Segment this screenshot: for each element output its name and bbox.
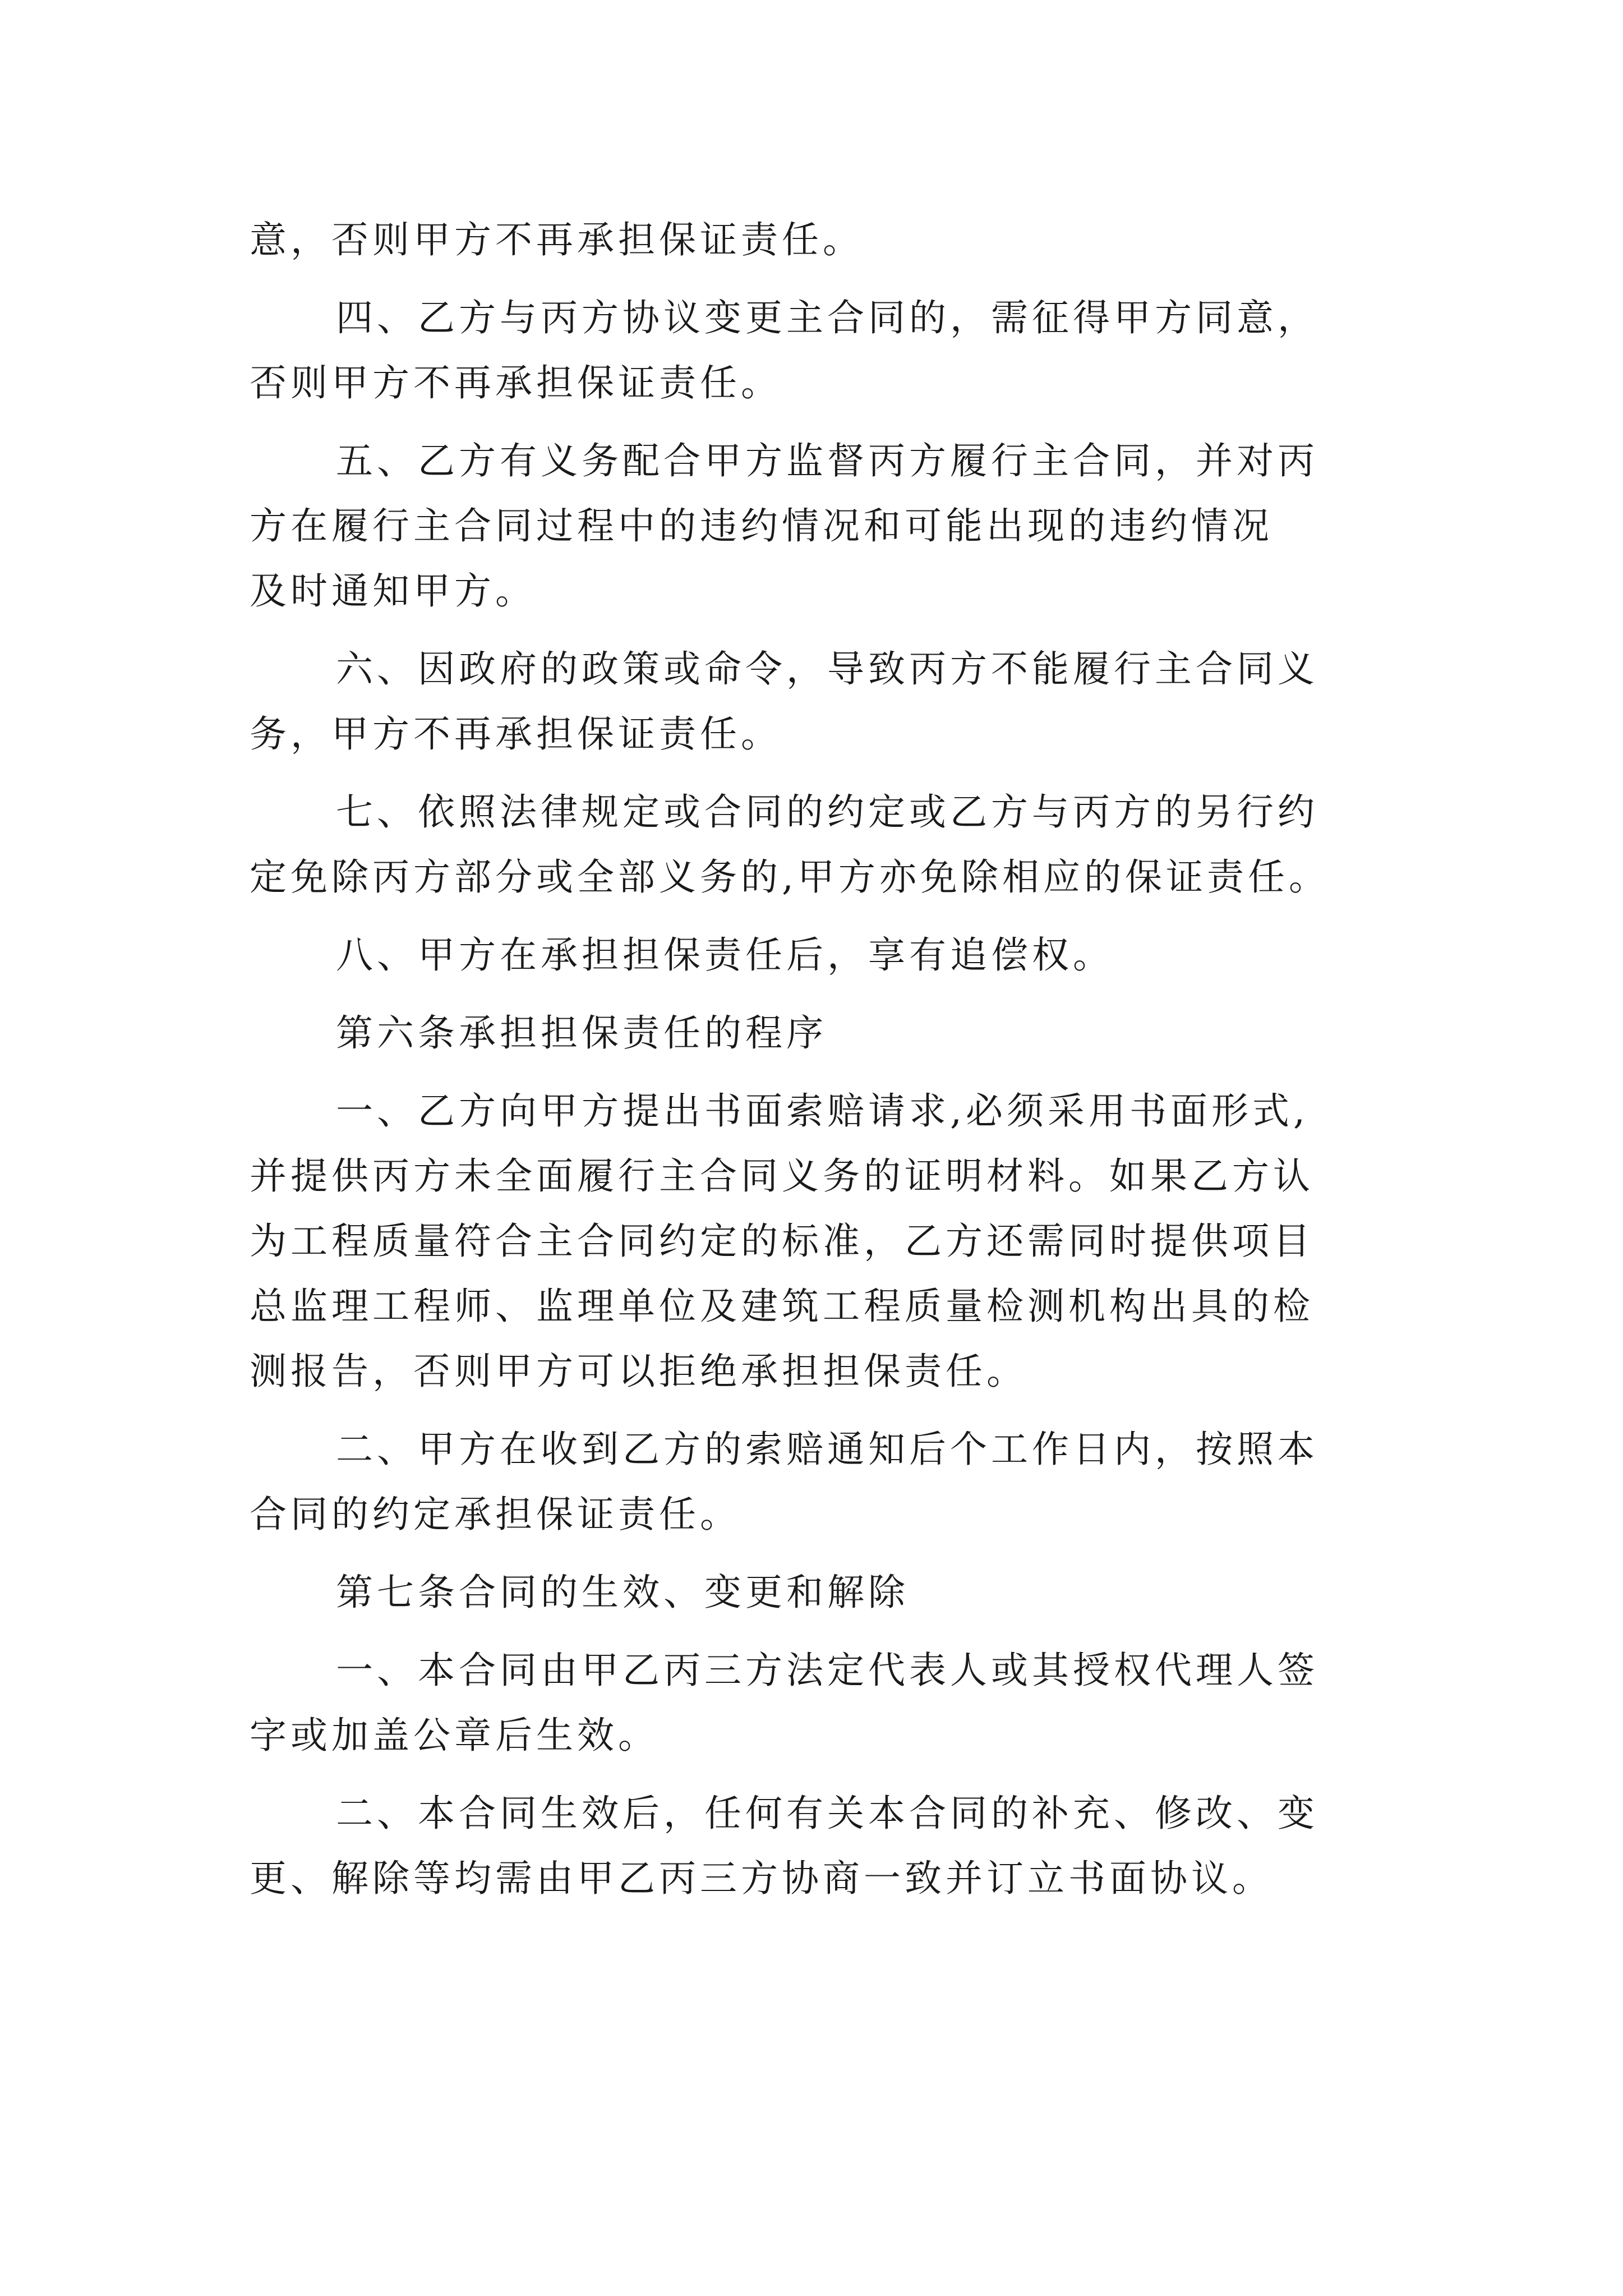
text-line: 四、乙方与丙方协议变更主合同的，需征得甲方同意， bbox=[336, 296, 1318, 339]
text-line: 总监理工程师、监理单位及建筑工程质量检测机构出具的检 bbox=[250, 1285, 1314, 1328]
section-heading: 第七条合同的生效、变更和解除 bbox=[336, 1571, 909, 1614]
text-line: 二、本合同生效后，任何有关本合同的补充、修改、变 bbox=[336, 1792, 1318, 1835]
text-line: 及时通知甲方。 bbox=[250, 569, 536, 613]
article-seven-clause-one bbox=[250, 1638, 1405, 1768]
text-line: 七、依照法律规定或合同的约定或乙方与丙方的另行约 bbox=[336, 790, 1318, 834]
text-line: 务，甲方不再承担保证责任。 bbox=[250, 712, 782, 756]
clause-five bbox=[250, 429, 1405, 624]
text-line: 为工程质量符合主合同约定的标准，乙方还需同时提供项目 bbox=[250, 1220, 1314, 1263]
text-line: 字或加盖公章后生效。 bbox=[250, 1714, 659, 1757]
text-line: 意，否则甲方不再承担保证责任。 bbox=[250, 218, 864, 261]
article-six-clause-one bbox=[250, 1079, 1405, 1404]
text-line: 六、因政府的政策或命令，导致丙方不能履行主合同义 bbox=[336, 647, 1318, 691]
article-six-heading bbox=[250, 1001, 1405, 1066]
article-six-clause-two bbox=[250, 1417, 1405, 1547]
clause-eight bbox=[250, 923, 1405, 988]
text-line: 二、甲方在收到乙方的索赔通知后个工作日内，按照本 bbox=[336, 1428, 1318, 1471]
section-heading: 第六条承担担保责任的程序 bbox=[336, 1011, 827, 1055]
text-line: 并提供丙方未全面履行主合同义务的证明材料。如果乙方认 bbox=[250, 1154, 1314, 1198]
text-line: 方在履行主合同过程中的违约情况和可能出现的违约情况 bbox=[250, 504, 1273, 547]
text-line: 合同的约定承担保证责任。 bbox=[250, 1493, 741, 1536]
text-line: 测报告，否则甲方可以拒绝承担担保责任。 bbox=[250, 1350, 1027, 1393]
clause-four bbox=[250, 286, 1405, 416]
text-line: 否则甲方不再承担保证责任。 bbox=[250, 361, 782, 404]
text-line: 更、解除等均需由甲乙丙三方协商一致并订立书面协议。 bbox=[250, 1857, 1273, 1900]
article-seven-heading bbox=[250, 1560, 1405, 1625]
paragraph-continuation bbox=[250, 208, 1405, 273]
text-line: 五、乙方有义务配合甲方监督丙方履行主合同，并对丙 bbox=[336, 439, 1318, 482]
article-seven-clause-two bbox=[250, 1781, 1405, 1911]
text-line: 定免除丙方部分或全部义务的,甲方亦免除相应的保证责任。 bbox=[250, 855, 1330, 899]
clause-six bbox=[250, 637, 1405, 767]
document-body bbox=[250, 208, 1405, 1911]
text-line: 一、本合同由甲乙丙三方法定代表人或其授权代理人签 bbox=[336, 1649, 1318, 1692]
clause-seven bbox=[250, 780, 1405, 910]
text-line: 一、乙方向甲方提出书面索赔请求,必须采用书面形式, bbox=[336, 1089, 1309, 1133]
text-line: 八、甲方在承担担保责任后，享有追偿权。 bbox=[336, 933, 1114, 977]
